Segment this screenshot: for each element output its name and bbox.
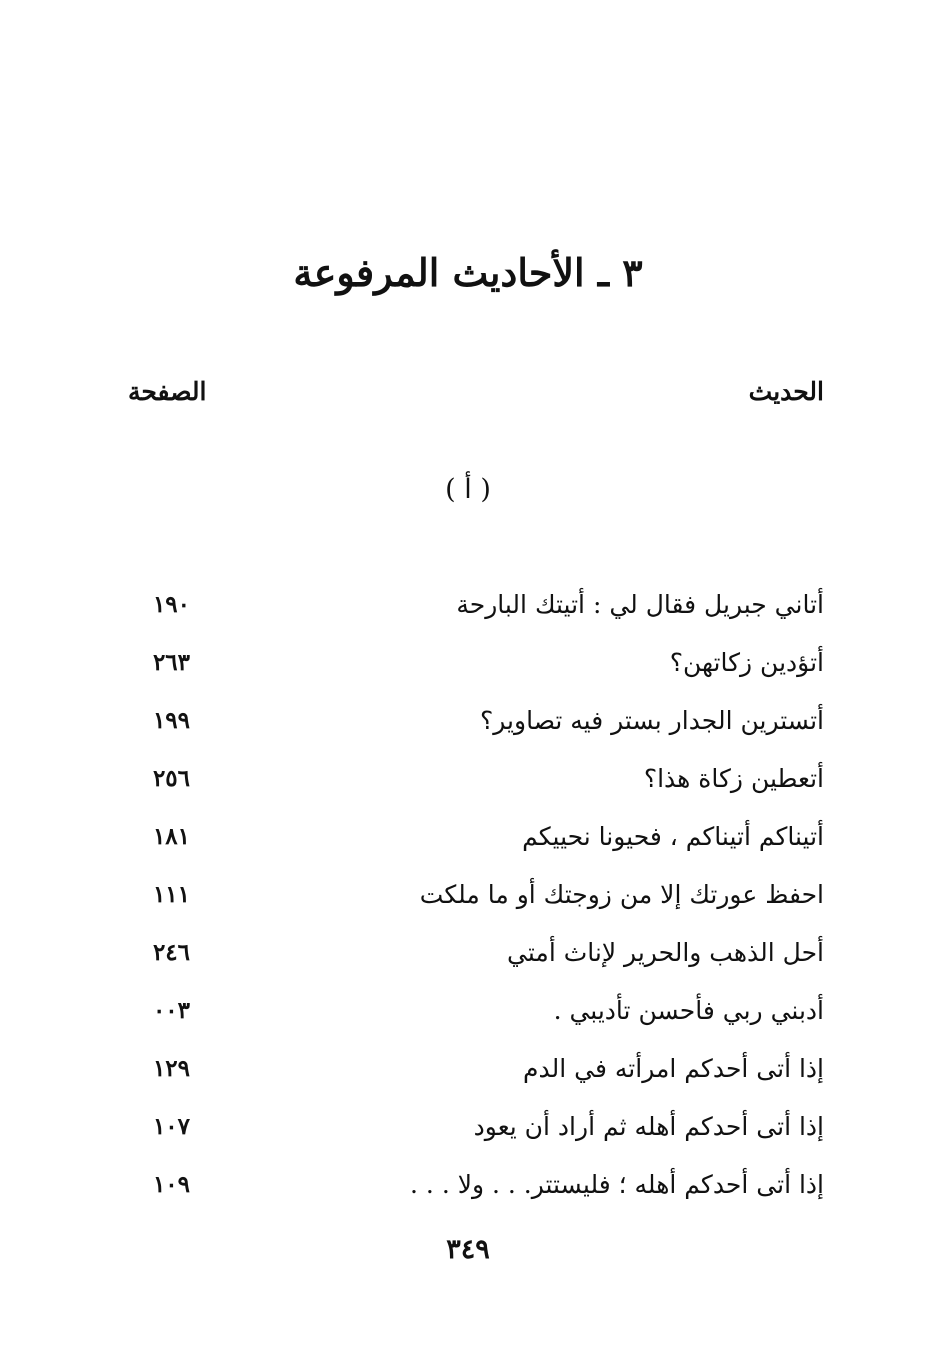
- page-reference: ٢٦٣: [152, 649, 190, 676]
- hadith-text: أتسترين الجدار بستر فيه تصاوير؟: [479, 706, 824, 735]
- index-entry: [0, 575, 936, 633]
- page-reference: ٢٤٦: [152, 939, 190, 966]
- hadith-text: أتعطين زكاة هذا؟: [643, 764, 824, 793]
- index-entry: [0, 633, 936, 691]
- page-reference: ١٩٠: [152, 591, 190, 618]
- index-entry: [0, 807, 936, 865]
- index-entry: [0, 749, 936, 807]
- hadith-text: إذا أتى أحدكم امرأته في الدم: [523, 1054, 824, 1083]
- page-number: ٣٤٩: [446, 1234, 490, 1265]
- hadith-text: أحل الذهب والحرير لإناث أمتي: [507, 938, 824, 967]
- hadith-index-list: [0, 575, 936, 1213]
- hadith-text: أتيناكم أتيناكم ، فحيونا نحييكم: [522, 822, 824, 851]
- section-letter-heading: ( أ ): [445, 474, 491, 505]
- index-entry: [0, 691, 936, 749]
- hadith-text: أدبني ربي فأحسن تأديبي .: [553, 996, 824, 1025]
- index-entry: [0, 865, 936, 923]
- page-reference: ١٠٧: [152, 1113, 190, 1140]
- hadith-text: أتؤدين زكاتهن؟: [669, 648, 824, 677]
- hadith-text: أتاني جبريل فقال لي : أتيتك البارحة: [456, 590, 824, 619]
- index-entry: [0, 1155, 936, 1213]
- index-entry: [0, 923, 936, 981]
- hadith-text: إذا أتى أحدكم أهله ثم أراد أن يعود: [473, 1112, 824, 1141]
- page-reference: ١٩٩: [152, 707, 190, 734]
- index-entry: [0, 1097, 936, 1155]
- page-reference: ١٨١: [152, 823, 190, 850]
- page-title: ٣ ـ الأحاديث المرفوعة: [293, 250, 643, 295]
- column-header-hadith: الحديث: [748, 377, 824, 406]
- page-reference: ٠٠٣: [152, 997, 190, 1024]
- hadith-text: احفظ عورتك إلا من زوجتك أو ما ملكت: [419, 880, 824, 909]
- page-reference: ١٢٩: [152, 1055, 190, 1082]
- index-entry: [0, 981, 936, 1039]
- index-entry: [0, 1039, 936, 1097]
- page-reference: ١٠٩: [152, 1171, 190, 1198]
- hadith-text: إذا أتى أحدكم أهله ؛ فليستتر. . . ولا . . .: [410, 1170, 824, 1199]
- page-reference: ٢٥٦: [152, 765, 190, 792]
- page-reference: ١١١: [152, 881, 190, 908]
- column-header-page: الصفحة: [128, 377, 207, 406]
